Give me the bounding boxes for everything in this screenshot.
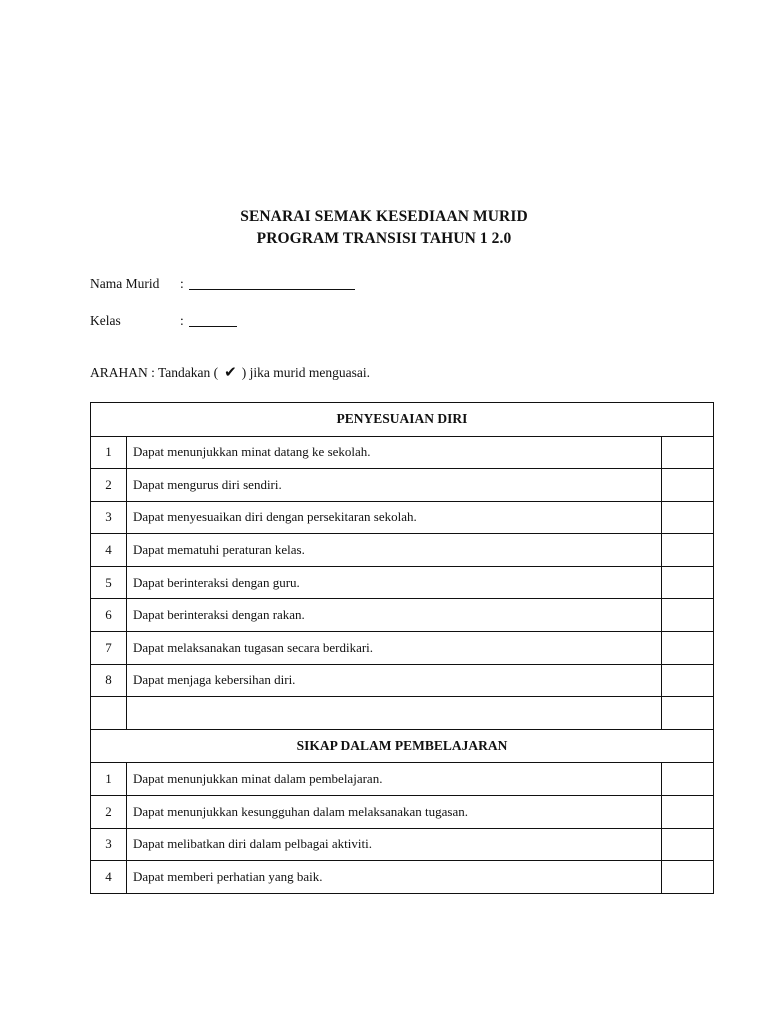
- kelas-blank[interactable]: [189, 326, 237, 327]
- item-number: 6: [91, 599, 127, 632]
- kelas-colon: :: [180, 313, 184, 328]
- check-cell[interactable]: [662, 795, 714, 828]
- document-subtitle: PROGRAM TRANSISI TAHUN 1 2.0: [256, 230, 512, 247]
- item-description: [127, 697, 662, 730]
- item-description: Dapat menyesuaikan diri dengan persekitaran sekolah.: [127, 501, 662, 534]
- section-header-row: [91, 729, 714, 763]
- checklist-row: [91, 861, 714, 894]
- checklist-row: [91, 534, 714, 567]
- check-cell[interactable]: [662, 861, 714, 894]
- nama-murid-label: Nama Murid: [90, 276, 160, 291]
- nama-murid-blank[interactable]: [189, 289, 355, 290]
- item-number: 7: [91, 632, 127, 665]
- checklist-row: [91, 697, 714, 730]
- item-number: 8: [91, 664, 127, 697]
- item-number: 2: [91, 469, 127, 502]
- checklist-table: [90, 402, 714, 894]
- section-header-row: [91, 403, 714, 437]
- check-cell[interactable]: [662, 763, 714, 796]
- section-heading: SIKAP DALAM PEMBELAJARAN: [91, 729, 714, 763]
- item-number: 5: [91, 566, 127, 599]
- document-title: SENARAI SEMAK KESEDIAAN MURID: [240, 208, 528, 225]
- checklist-row: [91, 566, 714, 599]
- checklist-row: [91, 828, 714, 861]
- checklist-row: [91, 795, 714, 828]
- check-cell[interactable]: [662, 566, 714, 599]
- check-cell[interactable]: [662, 534, 714, 567]
- item-number: 4: [91, 534, 127, 567]
- check-cell[interactable]: [662, 697, 714, 730]
- item-description: Dapat melaksanakan tugasan secara berdikari.: [127, 632, 662, 665]
- item-description: Dapat menunjukkan minat dalam pembelajaran.: [127, 763, 662, 796]
- check-cell[interactable]: [662, 664, 714, 697]
- item-description: Dapat memberi perhatian yang baik.: [127, 861, 662, 894]
- kelas-label: Kelas: [90, 313, 121, 328]
- item-number: [91, 697, 127, 730]
- item-description: Dapat melibatkan diri dalam pelbagai aktiviti.: [127, 828, 662, 861]
- item-number: 3: [91, 501, 127, 534]
- checkmark-icon: ✔: [224, 363, 237, 381]
- nama-murid-colon: :: [180, 276, 184, 291]
- instruction-prefix: ARAHAN : Tandakan (: [90, 365, 219, 380]
- item-number: 1: [91, 763, 127, 796]
- item-description: Dapat mematuhi peraturan kelas.: [127, 534, 662, 567]
- check-cell[interactable]: [662, 828, 714, 861]
- checklist-row: [91, 632, 714, 665]
- section-heading: PENYESUAIAN DIRI: [91, 403, 714, 437]
- instruction: [90, 363, 370, 381]
- item-description: Dapat mengurus diri sendiri.: [127, 469, 662, 502]
- item-number: 3: [91, 828, 127, 861]
- check-cell[interactable]: [662, 599, 714, 632]
- checklist-row: [91, 664, 714, 697]
- item-number: 4: [91, 861, 127, 894]
- item-description: Dapat berinteraksi dengan guru.: [127, 566, 662, 599]
- item-description: Dapat menunjukkan minat datang ke sekolah.: [127, 436, 662, 469]
- checklist-row: [91, 501, 714, 534]
- item-description: Dapat menunjukkan kesungguhan dalam melaksanakan tugasan.: [127, 795, 662, 828]
- item-number: 2: [91, 795, 127, 828]
- check-cell[interactable]: [662, 501, 714, 534]
- checklist-row: [91, 436, 714, 469]
- checklist-row: [91, 763, 714, 796]
- check-cell[interactable]: [662, 632, 714, 665]
- item-description: Dapat menjaga kebersihan diri.: [127, 664, 662, 697]
- item-description: Dapat berinteraksi dengan rakan.: [127, 599, 662, 632]
- checklist-row: [91, 469, 714, 502]
- checklist-row: [91, 599, 714, 632]
- item-number: 1: [91, 436, 127, 469]
- instruction-suffix: ) jika murid menguasai.: [241, 365, 370, 380]
- check-cell[interactable]: [662, 436, 714, 469]
- check-cell[interactable]: [662, 469, 714, 502]
